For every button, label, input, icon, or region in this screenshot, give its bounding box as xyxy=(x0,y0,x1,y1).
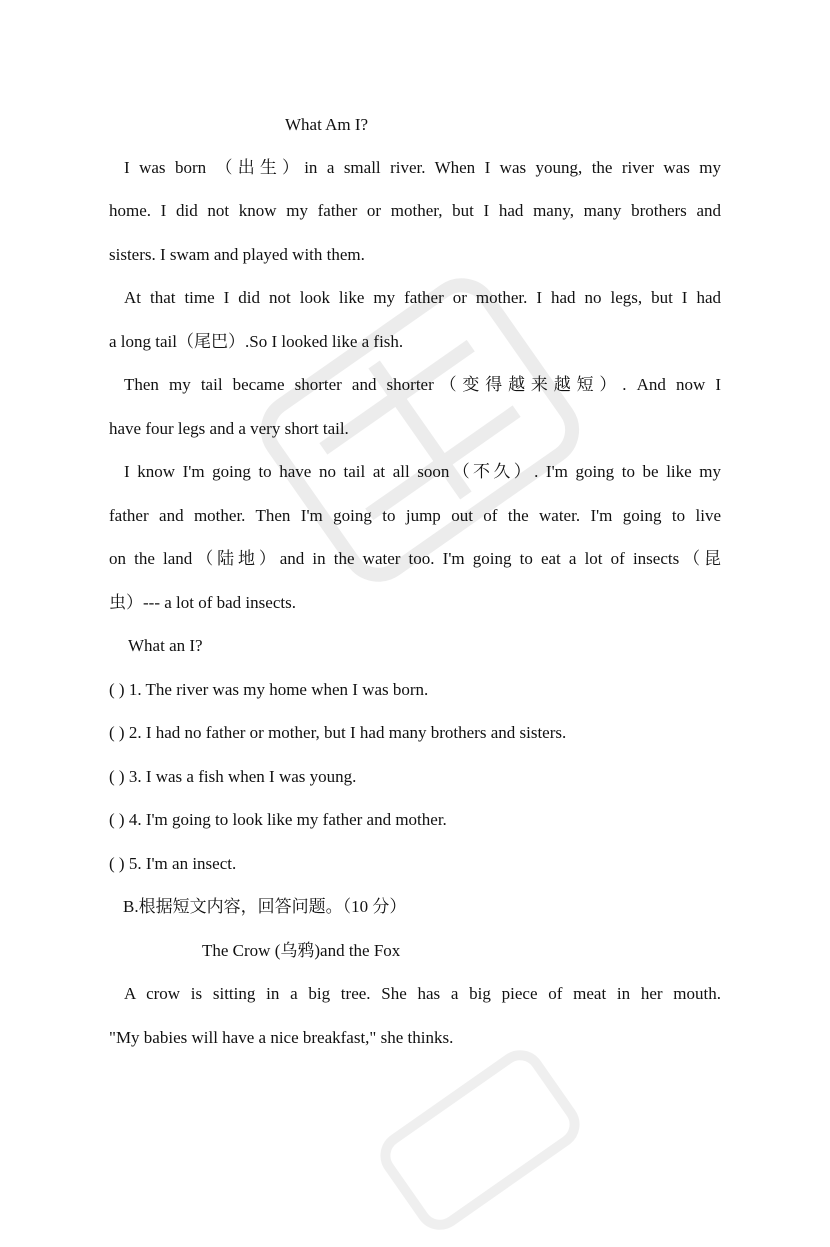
question-4: ( ) 4. I'm going to look like my father and mother. xyxy=(109,810,447,829)
watermark-bottom-icon xyxy=(364,1033,597,1246)
section-b-line-1: A crow is sitting in a big tree. She has a big piece of meat in her mouth. xyxy=(124,984,721,1003)
passage-line-4: At that time I did not look like my father or mother. I had no legs, but I had xyxy=(124,288,721,307)
passage-line-11: 虫）--- a lot of bad insects. xyxy=(109,593,296,612)
question-3: ( ) 3. I was a fish when I was young. xyxy=(109,767,357,786)
section-b-instruction: B.根据短文内容，回答问题。（10 分） xyxy=(123,897,407,916)
section-b-line-2: "My babies will have a nice breakfast," she thinks. xyxy=(109,1028,454,1047)
question-5: ( ) 5. I'm an insect. xyxy=(109,854,237,873)
question-heading: What an I? xyxy=(128,636,203,655)
passage-line-5: a long tail（尾巴）.So I looked like a fish. xyxy=(109,332,404,351)
passage-title: What Am I? xyxy=(285,115,369,134)
question-2: ( ) 2. I had no father or mother, but I had many brothers and sisters. xyxy=(109,723,567,742)
passage-line-6: Then my tail became shorter and shorter（变得越来越短）. And now I xyxy=(124,375,721,394)
question-1: ( ) 1. The river was my home when I was born. xyxy=(109,680,429,699)
section-b-title: The Crow (乌鸦)and the Fox xyxy=(202,941,401,960)
passage-line-10: on the land（陆地）and in the water too. I'm going to eat a lot of insects（昆 xyxy=(109,549,721,568)
passage-line-7: have four legs and a very short tail. xyxy=(109,419,349,438)
passage-line-2: home. I did not know my father or mother, but I had many, many brothers and xyxy=(109,201,721,220)
passage-line-3: sisters. I swam and played with them. xyxy=(109,245,365,264)
passage-line-1: I was born （出生）in a small river. When I was young, the river was my xyxy=(124,158,721,177)
passage-line-8: I know I'm going to have no tail at all soon（不久）. I'm going to be like my xyxy=(124,462,721,481)
passage-line-9: father and mother. Then I'm going to jump out of the water. I'm going to live xyxy=(109,506,721,525)
